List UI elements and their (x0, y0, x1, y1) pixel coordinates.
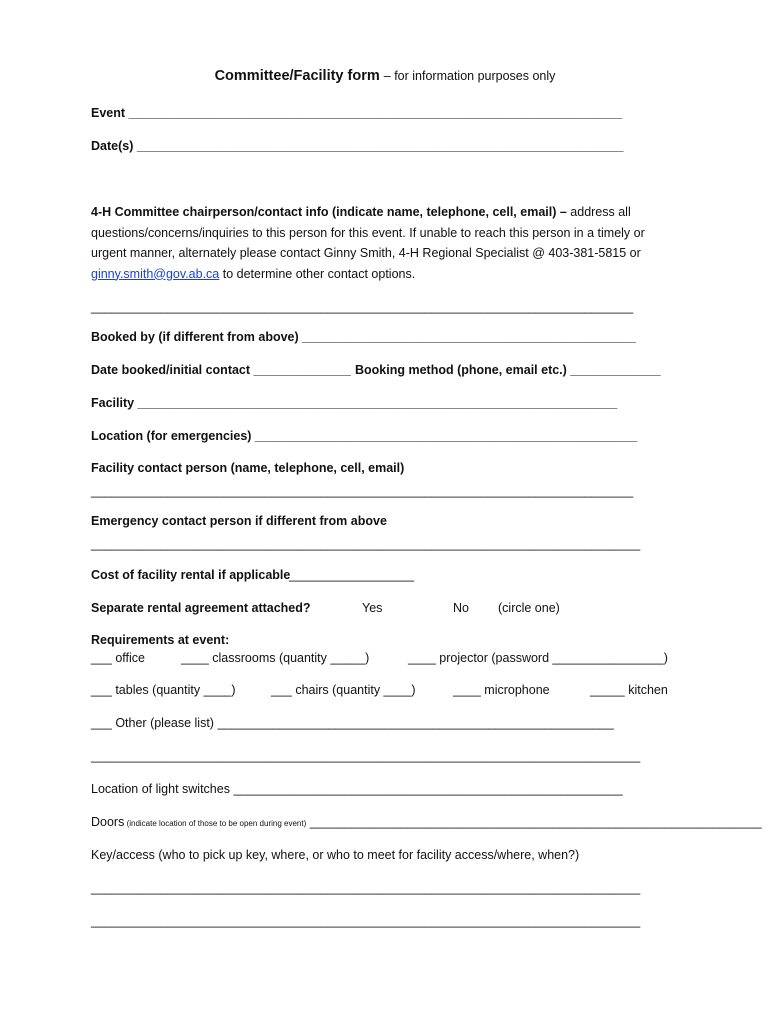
requirements-heading: Requirements at event: (91, 633, 230, 647)
circle-one-note: (circle one) (498, 601, 560, 615)
contact-info-line[interactable]: ______________________________________________________________________________ (91, 300, 634, 314)
req-tables[interactable]: ___ tables (quantity ____) (91, 683, 236, 697)
facility-field[interactable]: Facility _____________________________________________________________________ (91, 396, 618, 410)
req-kitchen[interactable]: _____ kitchen (590, 683, 668, 697)
emergency-contact-label: Emergency contact person if different from above (91, 514, 387, 528)
form-title (0, 68, 770, 84)
req-classrooms[interactable]: ____ classrooms (quantity _____) (181, 651, 370, 665)
contact-email-link[interactable]: ginny.smith@gov.ab.ca (91, 266, 220, 281)
separate-agreement-label: Separate rental agreement attached? (91, 601, 311, 615)
cost-field[interactable]: __________________ (289, 568, 415, 582)
req-office[interactable]: ___ office (91, 651, 145, 665)
yes-option[interactable]: Yes (362, 601, 383, 615)
facility-contact-line[interactable]: ______________________________________________________________________________ (91, 484, 634, 498)
req-chairs[interactable]: ___ chairs (quantity ____) (271, 683, 416, 697)
key-access-label: Key/access (who to pick up key, where, or who to meet for facility access/where, when?) (91, 848, 580, 862)
light-switches-field[interactable]: Location of light switches ________________________________________________________ (91, 782, 623, 796)
contact-info-text-end: to determine other contact options. (219, 266, 416, 281)
event-field[interactable]: Event _______________________________________________________________________ (91, 106, 623, 120)
title-main: Committee/Facility form (214, 68, 380, 84)
booked-by-field[interactable]: Booked by (if different from above) ________________________________________________ (91, 330, 636, 344)
dates-field[interactable]: Date(s) ______________________________________________________________________ (91, 139, 624, 153)
doors-label: Doors (91, 815, 125, 829)
req-other[interactable]: ___ Other (please list) _________________________________________________________ (91, 716, 614, 730)
doors-line[interactable]: _________________________________________________________________ (306, 815, 762, 829)
key-access-line-1[interactable]: _______________________________________________________________________________ (91, 881, 641, 895)
contact-info-heading: 4-H Committee chairperson/contact info (indicate name, telephone, cell, email) – (91, 205, 567, 219)
key-access-line-2[interactable]: _______________________________________________________________________________ (91, 914, 641, 928)
facility-contact-label: Facility contact person (name, telephone, cell, email) (91, 461, 405, 475)
cost-label: Cost of facility rental if applicable (91, 568, 291, 582)
emergency-contact-line[interactable]: _______________________________________________________________________________ (91, 537, 641, 551)
doors-field[interactable] (91, 814, 762, 832)
location-field[interactable]: Location (for emergencies) _______________________________________________________ (91, 429, 638, 443)
no-option[interactable]: No (453, 601, 469, 615)
doors-note: (indicate location of those to be open during event) (124, 819, 307, 828)
booking-method-field[interactable]: Booking method (phone, email etc.) _____________ (355, 363, 661, 377)
contact-info-text: address all questions/concerns/inquiries to this person for this event. If unable to reach this person in a timely or urgent manner, alternately please contact Ginny Smith, 4-H Regional Specialist @ 403-381-5815 or (91, 205, 645, 260)
other-line[interactable]: _______________________________________________________________________________ (91, 749, 641, 763)
contact-info-paragraph (91, 202, 671, 284)
req-projector[interactable]: ____ projector (password ________________) (408, 651, 668, 665)
req-microphone[interactable]: ____ microphone (453, 683, 550, 697)
date-booked-field[interactable]: Date booked/initial contact ______________ (91, 363, 351, 377)
title-subtitle: – for information purposes only (383, 69, 556, 83)
